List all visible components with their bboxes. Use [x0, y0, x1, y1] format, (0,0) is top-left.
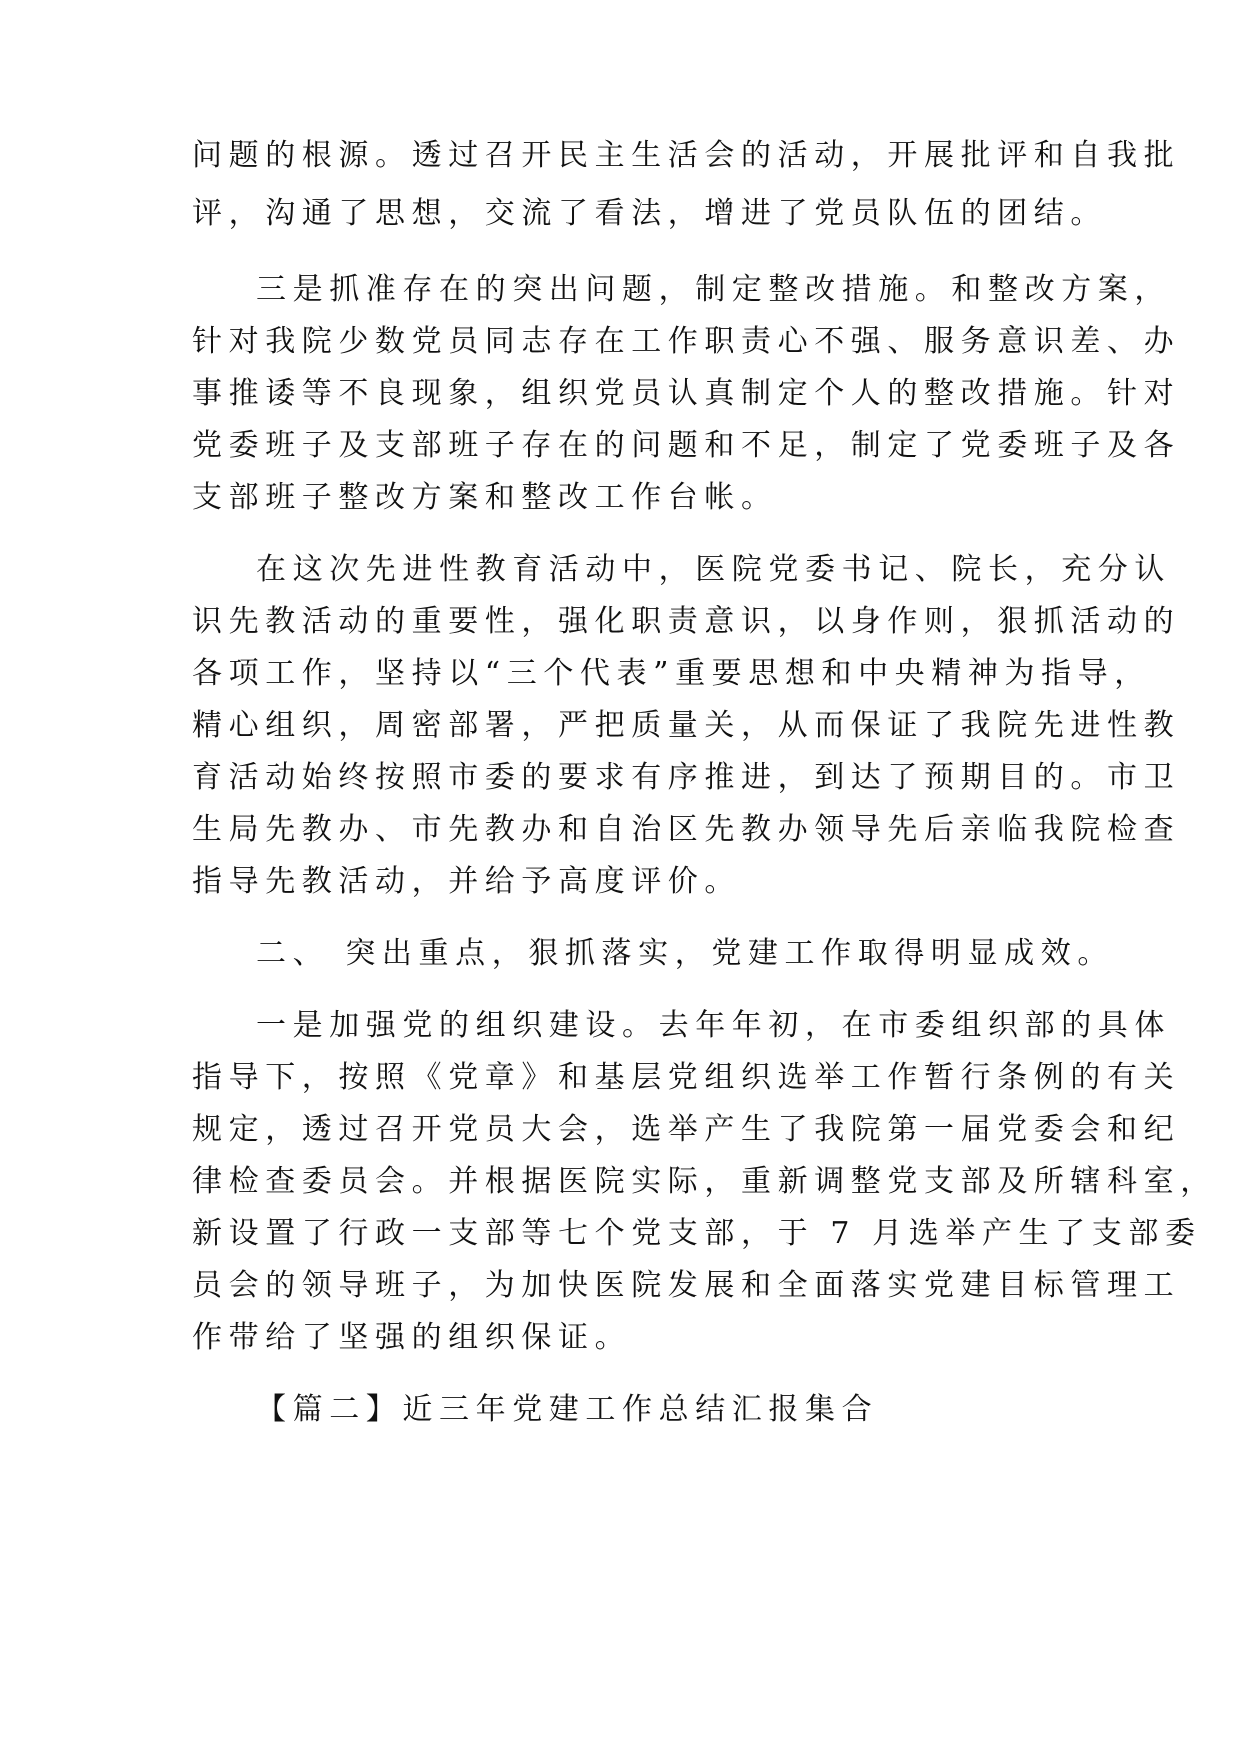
text-line: 精心组织，周密部署，严把质量关，从而保证了我院先进性教 — [192, 708, 1181, 743]
text-line: 各项工作，坚持以“三个代表”重要思想和中央精神为指导， — [192, 656, 1151, 691]
text-line: 党委班子及支部班子存在的问题和不足，制定了党委班子及各 — [192, 428, 1181, 463]
text-line: 新设置了行政一支部等七个党支部，于 7 月选举产生了支部委 — [192, 1216, 1202, 1251]
text-line: 指导先教活动，并给予高度评价。 — [192, 864, 741, 899]
text-line: 育活动始终按照市委的要求有序推进，到达了预期目的。市卫 — [192, 760, 1181, 795]
paragraph-start-line: 三是抓准存在的突出问题，制定整改措施。和整改方案， — [256, 272, 1171, 307]
text-line: 支部班子整改方案和整改工作台帐。 — [192, 480, 778, 515]
paragraph-start-line: 一是加强党的组织建设。去年年初，在市委组织部的具体 — [256, 1008, 1171, 1043]
text-line: 规定，透过召开党员大会，选举产生了我院第一届党委会和纪 — [192, 1112, 1181, 1147]
text-line: 针对我院少数党员同志存在工作职责心不强、服务意识差、办 — [192, 324, 1181, 359]
section-heading: 二、 突出重点，狠抓落实，党建工作取得明显成效。 — [256, 936, 1114, 971]
text-line: 作带给了坚强的组织保证。 — [192, 1320, 632, 1355]
paragraph-start-line: 在这次先进性教育活动中，医院党委书记、院长，充分认 — [256, 552, 1171, 587]
text-line: 生局先教办、市先教办和自治区先教办领导先后亲临我院检查 — [192, 812, 1181, 847]
text-line: 指导下，按照《党章》和基层党组织选举工作暂行条例的有关 — [192, 1060, 1181, 1095]
text-line: 事推诿等不良现象，组织党员认真制定个人的整改措施。针对 — [192, 376, 1181, 411]
article-title: 【篇二】近三年党建工作总结汇报集合 — [256, 1392, 879, 1427]
text-line: 问题的根源。透过召开民主生活会的活动，开展批评和自我批 — [192, 138, 1181, 173]
text-line: 员会的领导班子，为加快医院发展和全面落实党建目标管理工 — [192, 1268, 1181, 1303]
text-line: 识先教活动的重要性，强化职责意识，以身作则，狠抓活动的 — [192, 604, 1181, 639]
text-line: 律检查委员会。并根据医院实际，重新调整党支部及所辖科室， — [192, 1164, 1217, 1199]
text-line: 评，沟通了思想，交流了看法，增进了党员队伍的团结。 — [192, 196, 1107, 231]
